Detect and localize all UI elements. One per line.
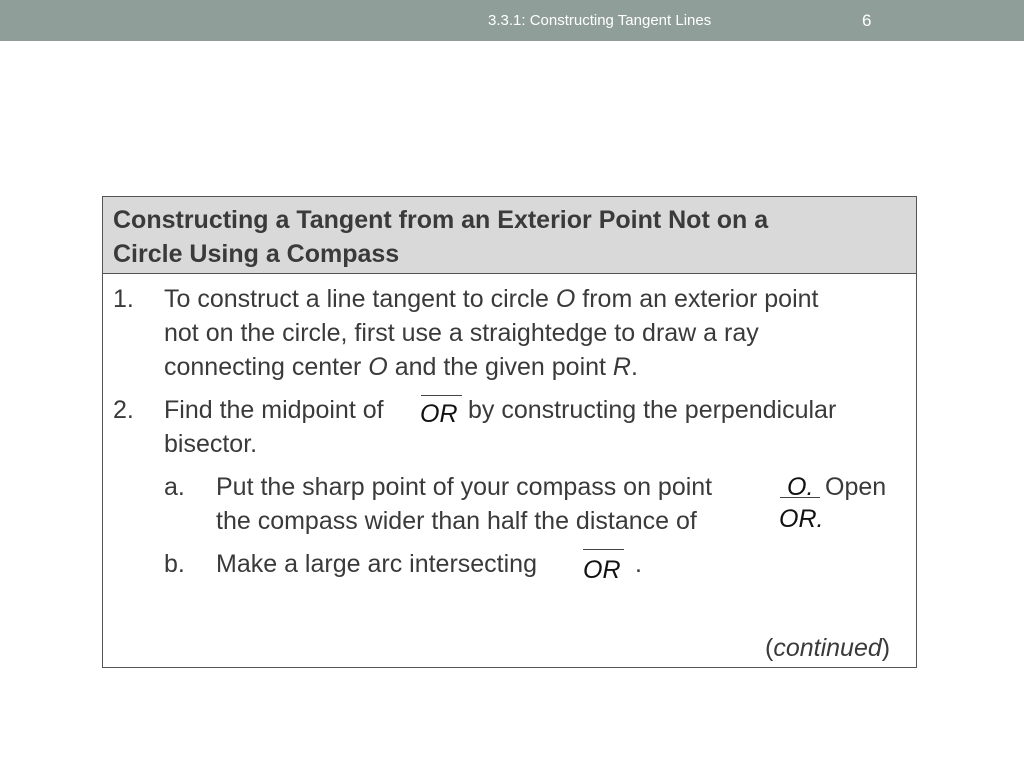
slide-header-bar bbox=[0, 0, 1024, 41]
sub-b-text: Make a large arc intersecting bbox=[216, 550, 537, 578]
step-1-number: 1. bbox=[113, 285, 134, 313]
step-2-segment-or: OR bbox=[420, 400, 458, 428]
step-1-line-3-e: . bbox=[630, 353, 638, 381]
step-1-point-r: R bbox=[612, 353, 631, 381]
sub-b-tail: . bbox=[635, 550, 642, 578]
step-2-line-1-a: Find the midpoint of bbox=[164, 396, 384, 424]
heading-line-1: Constructing a Tangent from an Exterior Point Not on a bbox=[113, 206, 769, 234]
step-1-line-1-c: from an exterior point bbox=[575, 285, 819, 313]
sub-a-point-underline bbox=[780, 497, 820, 498]
heading-text bbox=[113, 203, 903, 271]
sub-a-line-1-a: Put the sharp point of your compass on point bbox=[216, 473, 713, 501]
sub-a-segment-or: OR. bbox=[779, 505, 824, 533]
step-1-line-3-c: and the given point bbox=[387, 353, 613, 381]
continued-note bbox=[765, 634, 890, 663]
step-1-line-3-a: connecting center bbox=[164, 353, 369, 381]
heading-line-2: Circle Using a Compass bbox=[113, 240, 400, 268]
continued-open-paren: ( bbox=[765, 634, 774, 662]
slide-title: 3.3.1: Constructing Tangent Lines bbox=[488, 12, 712, 29]
sub-a-point-o: O. bbox=[787, 473, 814, 501]
step-1-circle-o: O bbox=[555, 285, 576, 313]
continued-word: continued bbox=[773, 634, 882, 662]
sub-a-line-2: the compass wider than half the distance of bbox=[216, 507, 697, 535]
step-2-line-1-b: by constructing the perpendicular bbox=[468, 396, 837, 424]
sub-b-segment-overline bbox=[583, 549, 624, 550]
step-2-line-2: bisector. bbox=[164, 430, 258, 458]
sub-a-line-1-b: Open bbox=[825, 473, 887, 501]
instruction-box-heading bbox=[103, 197, 916, 274]
sub-b-label: b. bbox=[164, 550, 185, 578]
step-1-center-o: O bbox=[368, 353, 388, 381]
sub-b-segment-or: OR bbox=[583, 556, 621, 584]
step-2-number: 2. bbox=[113, 396, 134, 424]
step-1-line-1-a: To construct a line tangent to circle bbox=[164, 285, 556, 313]
step-1-line-3 bbox=[164, 353, 638, 382]
step-2-segment-overline bbox=[421, 395, 462, 396]
step-1-line-1 bbox=[164, 285, 819, 314]
continued-close-paren: ) bbox=[881, 634, 891, 662]
step-1-line-2: not on the circle, first use a straightedge to draw a ray bbox=[164, 319, 759, 347]
sub-a-label: a. bbox=[164, 473, 185, 501]
slide-page-number: 6 bbox=[862, 11, 872, 30]
